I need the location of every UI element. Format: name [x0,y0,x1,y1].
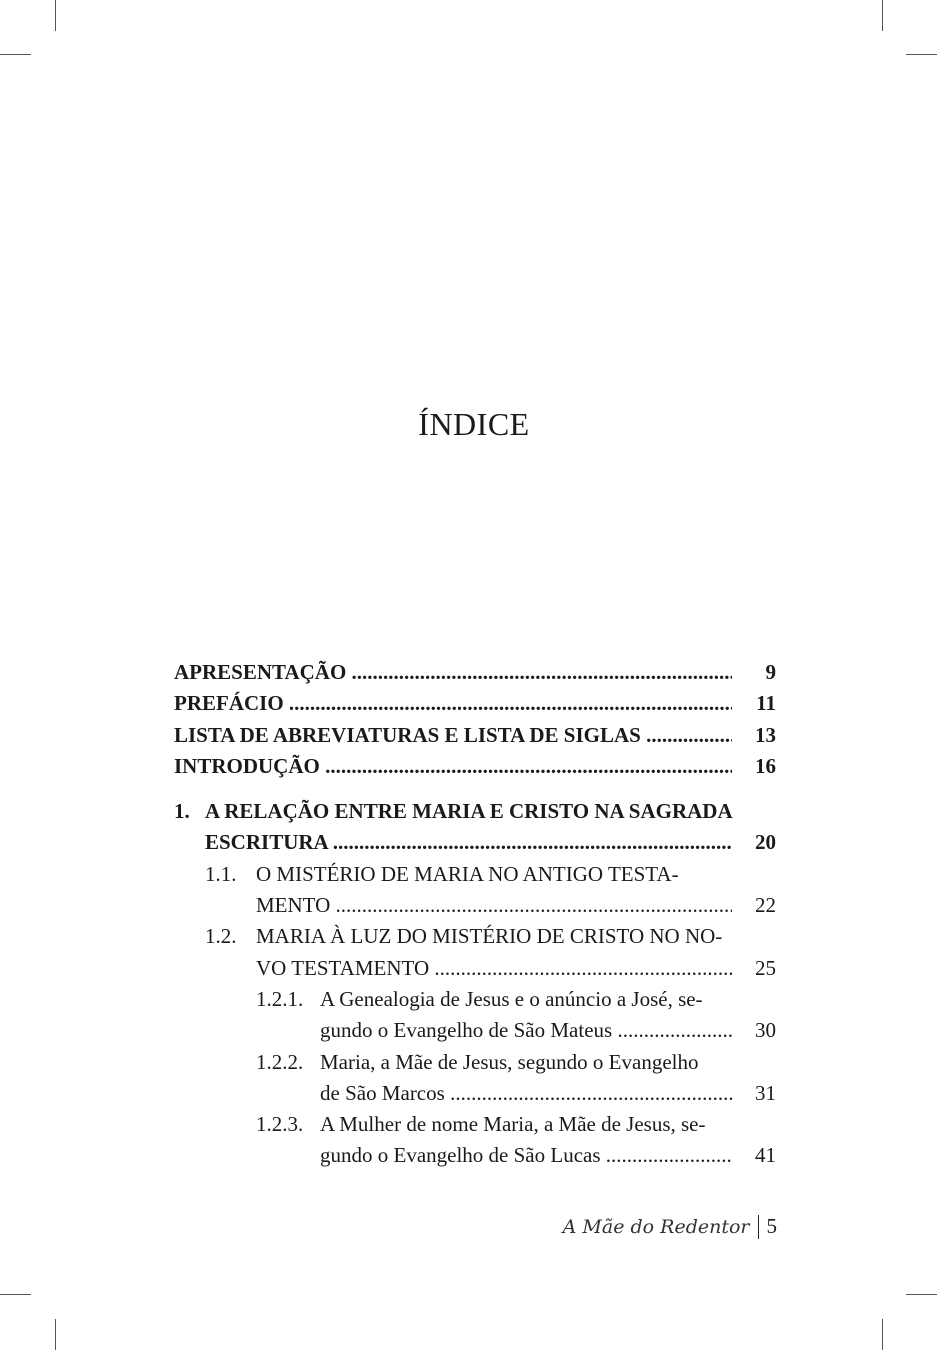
crop-mark [882,1319,883,1350]
toc-chapter-1-cont[interactable] [174,827,776,858]
toc-number: 1.2.3. [256,1112,304,1137]
toc-page-number: 25 [755,955,776,980]
running-book-title: A Mãe do Redentor [562,1215,750,1238]
toc-section-1-2[interactable] [174,921,776,952]
toc-entry-label: MARIA À LUZ DO MISTÉRIO DE CRISTO NO NO- [256,924,723,949]
toc-page-number: 30 [755,1018,776,1043]
toc-section-1-1[interactable] [174,859,776,890]
page-footer [563,1214,777,1239]
toc-page-number: 31 [755,1080,776,1105]
page-title: ÍNDICE [418,406,530,442]
toc-section-1-2-cont[interactable] [174,953,776,984]
toc-entry-label: PREFÁCIO [174,691,284,716]
toc-entry-label: APRESENTAÇÃO [174,660,347,684]
crop-mark [882,0,883,31]
crop-mark [906,1294,937,1295]
footer-divider [758,1215,759,1239]
toc-entry-label: LISTA DE ABREVIATURAS E LISTA DE SIGLAS [174,722,641,747]
toc-number: 1.2. [205,924,237,949]
toc-entry-label: INTRODUÇÃO [174,753,320,778]
page-number: 5 [766,1214,777,1238]
crop-mark [0,1294,31,1295]
table-of-contents [174,657,776,1172]
crop-mark [906,54,937,55]
crop-mark [55,0,56,31]
toc-page-number: 16 [755,753,776,778]
toc-entry-label: A Genealogia de Jesus e o anúncio a José, se- [320,986,703,1011]
toc-section-1-1-cont[interactable] [174,890,776,921]
toc-entry-label: gundo o Evangelho de São Mateus [320,1018,613,1043]
toc-subsection-1-2-3[interactable] [174,1109,776,1140]
toc-entry-prefacio[interactable] [174,688,776,719]
toc-entry-label: O MISTÉRIO DE MARIA NO ANTIGO TESTA- [256,861,679,886]
toc-number: 1. [174,799,190,824]
toc-entry-label: ESCRITURA [205,830,328,855]
toc-page-number: 9 [765,660,776,684]
toc-entry-label: de São Marcos [320,1080,445,1105]
toc-subsection-1-2-2[interactable] [174,1047,776,1078]
toc-entry-label: A RELAÇÃO ENTRE MARIA E CRISTO NA SAGRADA [205,799,733,824]
crop-mark [0,54,31,55]
toc-page-number: 11 [756,691,776,716]
toc-entry-label: VO TESTAMENTO [256,955,430,980]
toc-page-number: 22 [755,893,776,918]
toc-entry-label: A Mulher de nome Maria, a Mãe de Jesus, se- [320,1112,706,1137]
toc-page-number: 13 [755,722,776,747]
toc-subsection-1-2-1-cont[interactable] [174,1015,776,1046]
toc-subsection-1-2-3-cont[interactable] [174,1140,776,1171]
toc-number: 1.2.2. [256,1049,304,1074]
toc-subsection-1-2-1[interactable] [174,984,776,1015]
toc-entry-apresentacao[interactable] [174,657,776,688]
toc-entry-lista[interactable] [174,720,776,751]
toc-page-number: 20 [755,830,776,855]
crop-mark [55,1319,56,1350]
toc-entry-label: MENTO [256,893,331,918]
toc-entry-label: Maria, a Mãe de Jesus, segundo o Evangelho [320,1049,699,1074]
toc-number: 1.2.1. [256,986,304,1011]
toc-entry-introducao[interactable] [174,751,776,782]
toc-subsection-1-2-2-cont[interactable] [174,1078,776,1109]
toc-chapter-1[interactable] [174,796,776,827]
toc-number: 1.1. [205,861,237,886]
toc-page-number: 41 [755,1143,776,1168]
toc-entry-label: gundo o Evangelho de São Lucas [320,1143,601,1168]
